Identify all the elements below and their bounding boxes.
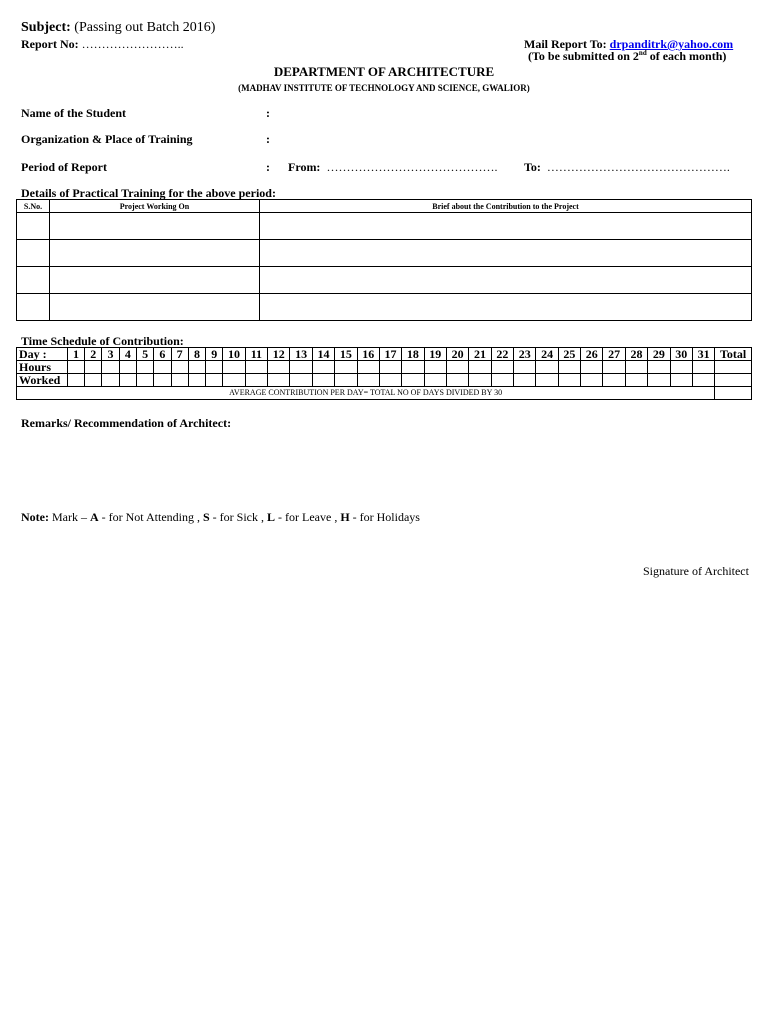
hours-cell[interactable] — [469, 374, 491, 387]
hours-cell[interactable] — [245, 361, 267, 374]
to-value: ………………………………………. — [546, 160, 730, 174]
hours-cell[interactable] — [67, 374, 84, 387]
total-label: Total — [715, 348, 752, 361]
day-number: 2 — [85, 348, 102, 361]
hours-cell[interactable] — [379, 374, 401, 387]
note-label: Note: — [21, 510, 49, 524]
hours-cell[interactable] — [625, 374, 647, 387]
day-number: 27 — [603, 348, 625, 361]
hours-cell[interactable] — [136, 361, 153, 374]
hours-cell[interactable] — [102, 361, 119, 374]
day-number: 30 — [670, 348, 692, 361]
hours-row-1 — [17, 361, 752, 374]
hours-cell[interactable] — [290, 361, 312, 374]
table-row — [17, 240, 752, 267]
day-number: 24 — [536, 348, 558, 361]
day-number: 31 — [692, 348, 714, 361]
note-mark: Mark – — [48, 510, 90, 524]
hours-cell[interactable] — [603, 361, 625, 374]
sno-cell[interactable] — [17, 213, 50, 240]
hours-cell[interactable] — [536, 374, 558, 387]
table-row — [17, 294, 752, 321]
hours-cell[interactable] — [648, 374, 670, 387]
hours-cell[interactable] — [424, 361, 446, 374]
hours-cell[interactable] — [402, 374, 424, 387]
hours-cell[interactable] — [119, 361, 136, 374]
period-label: Period of Report — [21, 160, 107, 174]
hours-cell[interactable] — [335, 374, 357, 387]
signature-label: Signature of Architect — [643, 564, 749, 578]
hours-cell[interactable] — [268, 361, 290, 374]
schedule-heading: Time Schedule of Contribution: — [21, 334, 184, 348]
day-number: 3 — [102, 348, 119, 361]
report-no-value: …………………….. — [81, 37, 184, 51]
hours-cell[interactable] — [692, 374, 714, 387]
note-code-a: A — [89, 510, 99, 524]
table-row — [17, 267, 752, 294]
hours-cell[interactable] — [514, 374, 536, 387]
department-title: DEPARTMENT OF ARCHITECTURE — [273, 64, 495, 79]
note-code-s: S — [202, 510, 210, 524]
subject-value: (Passing out Batch 2016) — [74, 20, 216, 35]
note-text-s: - for Sick , — [209, 510, 267, 524]
sno-cell[interactable] — [17, 294, 50, 321]
brief-cell[interactable] — [260, 213, 752, 240]
project-table-header — [17, 200, 752, 213]
table-row — [17, 213, 752, 240]
from-field — [288, 160, 497, 175]
mail-report-label: Mail Report To: — [524, 37, 607, 51]
hours-cell[interactable] — [424, 374, 446, 387]
hours-cell[interactable] — [357, 374, 379, 387]
subject-label: Subject: — [21, 20, 71, 35]
hours-cell[interactable] — [206, 374, 223, 387]
col-sno: S.No. — [17, 200, 50, 213]
project-cell[interactable] — [50, 294, 260, 321]
brief-cell[interactable] — [260, 267, 752, 294]
schedule-table — [16, 347, 752, 400]
note-line — [21, 510, 420, 525]
day-number: 29 — [648, 348, 670, 361]
brief-cell[interactable] — [260, 240, 752, 267]
hours-cell[interactable] — [670, 374, 692, 387]
hours-cell[interactable] — [648, 361, 670, 374]
hours-cell[interactable] — [290, 374, 312, 387]
day-number: 6 — [154, 348, 171, 361]
report-no-label: Report No: — [21, 37, 79, 51]
day-number: 22 — [491, 348, 513, 361]
submit-note-part-a: (To be submitted on 2 — [528, 49, 639, 63]
sno-cell[interactable] — [17, 240, 50, 267]
from-label: From: — [288, 160, 321, 174]
submit-note — [528, 49, 726, 64]
hours-cell[interactable] — [357, 361, 379, 374]
day-label: Day : — [17, 348, 68, 361]
hours-cell[interactable] — [102, 374, 119, 387]
day-number: 14 — [312, 348, 334, 361]
sno-cell[interactable] — [17, 267, 50, 294]
note-text-l: - for Leave , — [275, 510, 341, 524]
submit-note-sup: nd — [638, 49, 647, 57]
institute-name: (MADHAV INSTITUTE OF TECHNOLOGY AND SCIENCE, GWALIOR) — [238, 83, 530, 93]
day-number: 23 — [514, 348, 536, 361]
day-number: 21 — [469, 348, 491, 361]
hours-cell[interactable] — [245, 374, 267, 387]
day-row — [17, 348, 752, 361]
note-text-h: - for Holidays — [349, 510, 420, 524]
hours-cell[interactable] — [402, 361, 424, 374]
note-code-l: L — [267, 510, 276, 524]
hours-cell[interactable] — [154, 361, 171, 374]
details-heading: Details of Practical Training for the above period: — [21, 186, 276, 200]
hours-cell[interactable] — [603, 374, 625, 387]
project-cell[interactable] — [50, 213, 260, 240]
hours-cell[interactable] — [715, 361, 752, 374]
hours-cell[interactable] — [469, 361, 491, 374]
report-no-line — [21, 37, 184, 52]
hours-cell[interactable] — [558, 374, 580, 387]
worked-label: Worked — [17, 374, 68, 387]
hours-cell[interactable] — [85, 374, 102, 387]
hours-cell[interactable] — [119, 374, 136, 387]
average-total-cell[interactable] — [715, 387, 752, 400]
hours-cell[interactable] — [312, 374, 334, 387]
average-row — [17, 387, 752, 400]
hours-cell[interactable] — [223, 361, 245, 374]
hours-cell[interactable] — [625, 361, 647, 374]
hours-cell[interactable] — [692, 361, 714, 374]
hours-cell[interactable] — [223, 374, 245, 387]
hours-cell[interactable] — [206, 361, 223, 374]
submit-note-part-b: of each month) — [646, 49, 727, 63]
hours-cell[interactable] — [335, 361, 357, 374]
period-colon: : — [266, 160, 270, 174]
hours-cell[interactable] — [514, 361, 536, 374]
hours-label: Hours — [17, 361, 68, 374]
project-cell[interactable] — [50, 267, 260, 294]
hours-cell[interactable] — [581, 374, 603, 387]
hours-cell[interactable] — [171, 374, 188, 387]
hours-cell[interactable] — [188, 374, 205, 387]
organization-colon: : — [266, 132, 270, 146]
day-number: 8 — [188, 348, 205, 361]
from-value: ……………………………………. — [326, 160, 498, 174]
project-cell[interactable] — [50, 240, 260, 267]
day-number: 28 — [625, 348, 647, 361]
hours-cell[interactable] — [379, 361, 401, 374]
day-number: 7 — [171, 348, 188, 361]
day-number: 4 — [119, 348, 136, 361]
col-project: Project Working On — [50, 200, 260, 213]
col-brief: Brief about the Contribution to the Project — [260, 200, 752, 213]
day-number: 26 — [581, 348, 603, 361]
hours-cell[interactable] — [85, 361, 102, 374]
hours-cell[interactable] — [446, 374, 468, 387]
subject-line — [21, 20, 215, 36]
brief-cell[interactable] — [260, 294, 752, 321]
hours-cell[interactable] — [581, 361, 603, 374]
hours-cell[interactable] — [154, 374, 171, 387]
day-number: 25 — [558, 348, 580, 361]
day-number: 11 — [245, 348, 267, 361]
hours-cell[interactable] — [715, 374, 752, 387]
hours-cell[interactable] — [171, 361, 188, 374]
student-name-colon: : — [266, 106, 270, 120]
day-number: 16 — [357, 348, 379, 361]
hours-cell[interactable] — [312, 361, 334, 374]
hours-cell[interactable] — [67, 361, 84, 374]
day-number: 10 — [223, 348, 245, 361]
average-note: AVERAGE CONTRIBUTION PER DAY= TOTAL NO OF DAYS DIVIDED BY 30 — [17, 387, 715, 400]
hours-cell[interactable] — [536, 361, 558, 374]
day-number: 18 — [402, 348, 424, 361]
student-name-label: Name of the Student — [21, 106, 126, 120]
hours-cell[interactable] — [136, 374, 153, 387]
day-number: 13 — [290, 348, 312, 361]
day-number: 5 — [136, 348, 153, 361]
to-field — [524, 160, 730, 175]
day-number: 19 — [424, 348, 446, 361]
note-code-h: H — [340, 510, 350, 524]
hours-cell[interactable] — [446, 361, 468, 374]
day-number: 9 — [206, 348, 223, 361]
day-number: 20 — [446, 348, 468, 361]
day-number: 15 — [335, 348, 357, 361]
mail-email-link[interactable]: drpanditrk@yahoo.com — [609, 37, 734, 51]
hours-cell[interactable] — [491, 361, 513, 374]
day-number: 12 — [268, 348, 290, 361]
organization-label: Organization & Place of Training — [21, 132, 193, 146]
note-text-a: - for Not Attending , — [98, 510, 203, 524]
hours-cell[interactable] — [670, 361, 692, 374]
hours-cell[interactable] — [268, 374, 290, 387]
to-label: To: — [524, 160, 541, 174]
day-number: 17 — [379, 348, 401, 361]
hours-cell[interactable] — [491, 374, 513, 387]
day-number: 1 — [67, 348, 84, 361]
hours-cell[interactable] — [558, 361, 580, 374]
remarks-label: Remarks/ Recommendation of Architect: — [21, 416, 232, 430]
hours-row-2 — [17, 374, 752, 387]
project-table — [16, 199, 752, 321]
hours-cell[interactable] — [188, 361, 205, 374]
